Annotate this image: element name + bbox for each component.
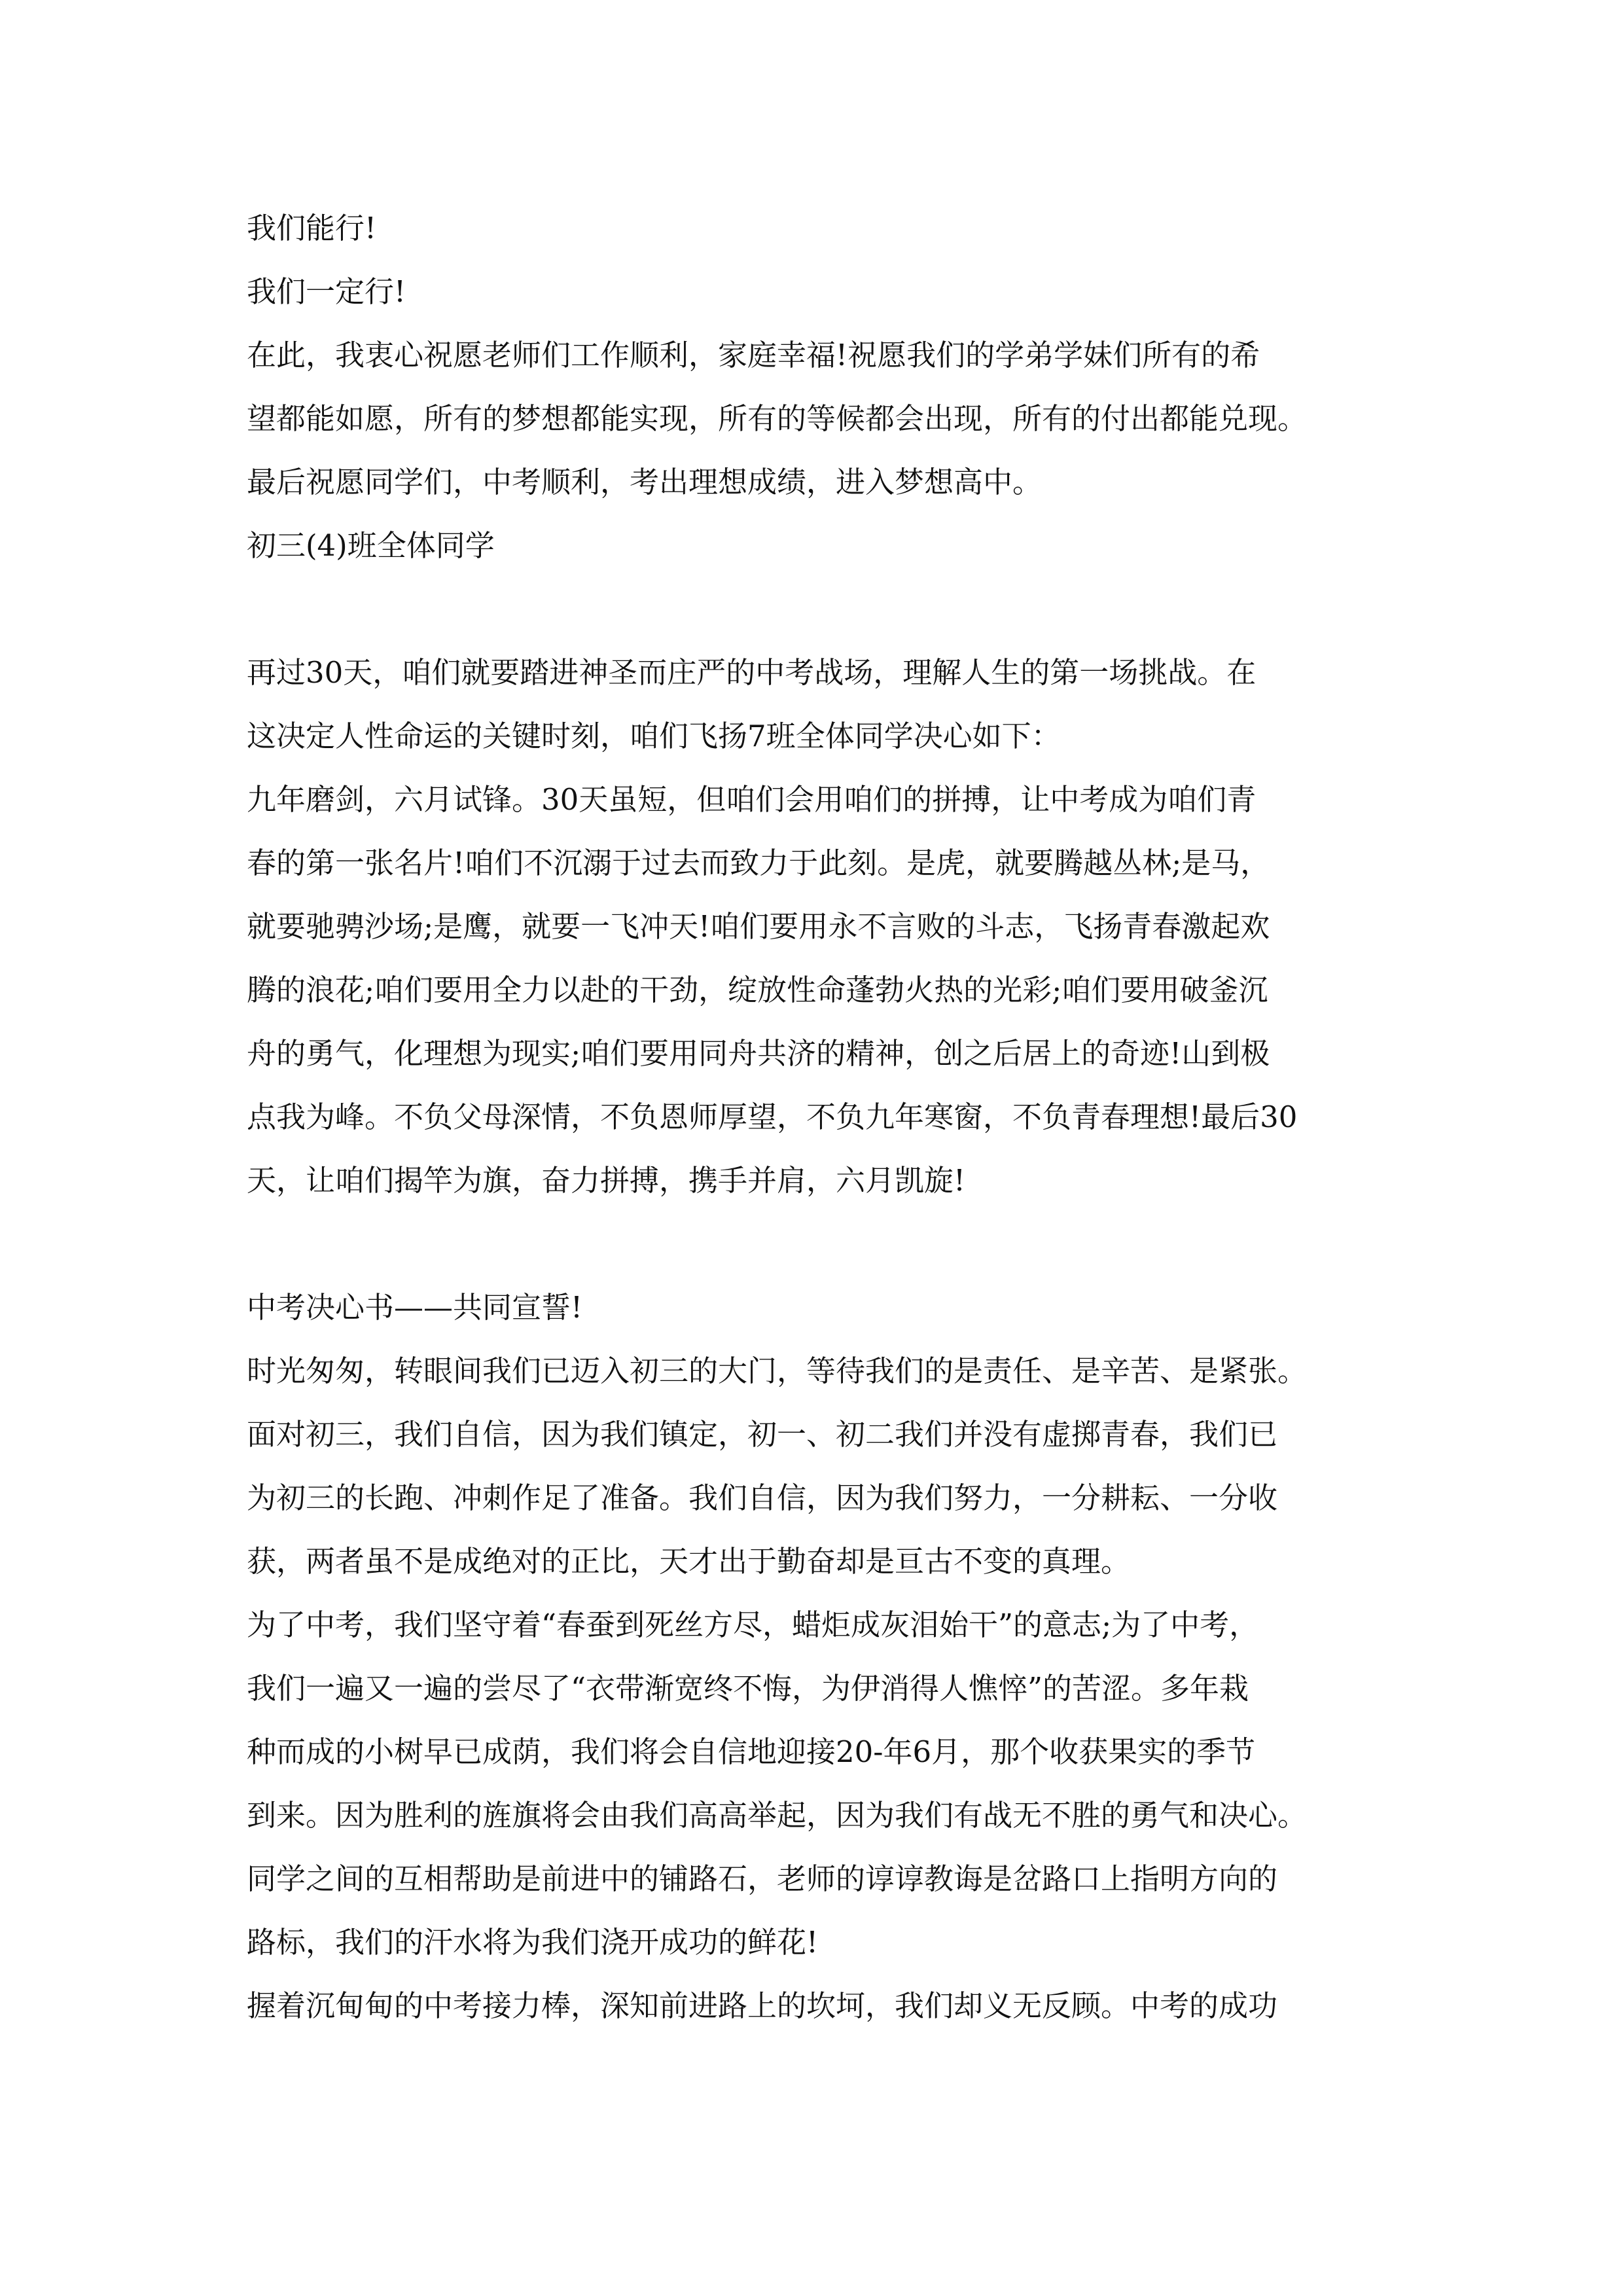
text-line: 在此，我衷心祝愿老师们工作顺利，家庭幸福!祝愿我们的学弟学妹们所有的希 (247, 338, 1260, 372)
text-line: 九年磨剑，六月试锋。30天虽短，但咱们会用咱们的拼搏，让中考成为咱们青 (247, 782, 1257, 817)
text-line: 点我为峰。不负父母深情，不负恩师厚望，不负九年寒窗，不负青春理想!最后30 (247, 1100, 1298, 1134)
text-line: 我们一定行! (247, 274, 406, 309)
text-line: 为初三的长跑、冲刺作足了准备。我们自信，因为我们努力，一分耕耘、一分收 (247, 1480, 1278, 1515)
text-line: 这决定人性命运的关键时刻，咱们飞扬7班全体同学决心如下： (247, 719, 1061, 753)
text-line: 腾的浪花;咱们要用全力以赴的干劲，绽放性命蓬勃火热的光彩;咱们要用破釜沉 (247, 973, 1268, 1007)
text-line: 再过30天，咱们就要踏进神圣而庄严的中考战场，理解人生的第一场挑战。在 (247, 655, 1257, 690)
text-line: 最后祝愿同学们，中考顺利，考出理想成绩，进入梦想高中。 (247, 465, 1043, 499)
text-line: 面对初三，我们自信，因为我们镇定，初一、初二我们并没有虚掷青春，我们已 (247, 1417, 1278, 1452)
text-line: 望都能如愿，所有的梦想都能实现，所有的等候都会出现，所有的付出都能兑现。 (247, 401, 1308, 436)
document-body (247, 196, 1389, 2037)
section-oath (247, 1276, 1389, 2037)
text-line: 我们一遍又一遍的尝尽了“衣带渐宽终不悔，为伊消得人憔悴”的苦涩。多年栽 (247, 1671, 1249, 1706)
text-line: 天，让咱们揭竿为旗，奋力拼搏，携手并肩，六月凯旋! (247, 1163, 966, 1198)
section-heading: 中考决心书——共同宣誓! (247, 1290, 583, 1325)
text-line: 时光匆匆，转眼间我们已迈入初三的大门，等待我们的是责任、是辛苦、是紧张。 (247, 1354, 1308, 1388)
text-line: 握着沉甸甸的中考接力棒，深知前进路上的坎坷，我们却义无反顾。中考的成功 (247, 1988, 1278, 2023)
text-line: 种而成的小树早已成荫，我们将会自信地迎接20-年6月，那个收获果实的季节 (247, 1734, 1256, 1769)
section-resolution-class7 (247, 641, 1389, 1212)
text-line: 获，两者虽不是成绝对的正比，天才出于勤奋却是亘古不变的真理。 (247, 1544, 1131, 1579)
section-closing-wishes (247, 196, 1389, 577)
text-line: 春的第一张名片!咱们不沉溺于过去而致力于此刻。是虎，就要腾越丛林;是马， (247, 846, 1270, 880)
text-line: 到来。因为胜利的旌旗将会由我们高高举起，因为我们有战无不胜的勇气和决心。 (247, 1798, 1308, 1833)
text-line: 同学之间的互相帮助是前进中的铺路石，老师的谆谆教诲是岔路口上指明方向的 (247, 1861, 1278, 1896)
text-line: 就要驰骋沙场;是鹰，就要一飞冲天!咱们要用永不言败的斗志，飞扬青春激起欢 (247, 909, 1270, 944)
signature-line: 初三(4)班全体同学 (247, 528, 495, 563)
text-line: 舟的勇气，化理想为现实;咱们要用同舟共济的精神，创之后居上的奇迹!山到极 (247, 1036, 1270, 1071)
text-line: 我们能行! (247, 211, 377, 245)
text-line: 为了中考，我们坚守着“春蚕到死丝方尽，蜡炬成灰泪始干”的意志;为了中考， (247, 1607, 1259, 1642)
text-line: 路标，我们的汗水将为我们浇开成功的鲜花! (247, 1925, 819, 1960)
